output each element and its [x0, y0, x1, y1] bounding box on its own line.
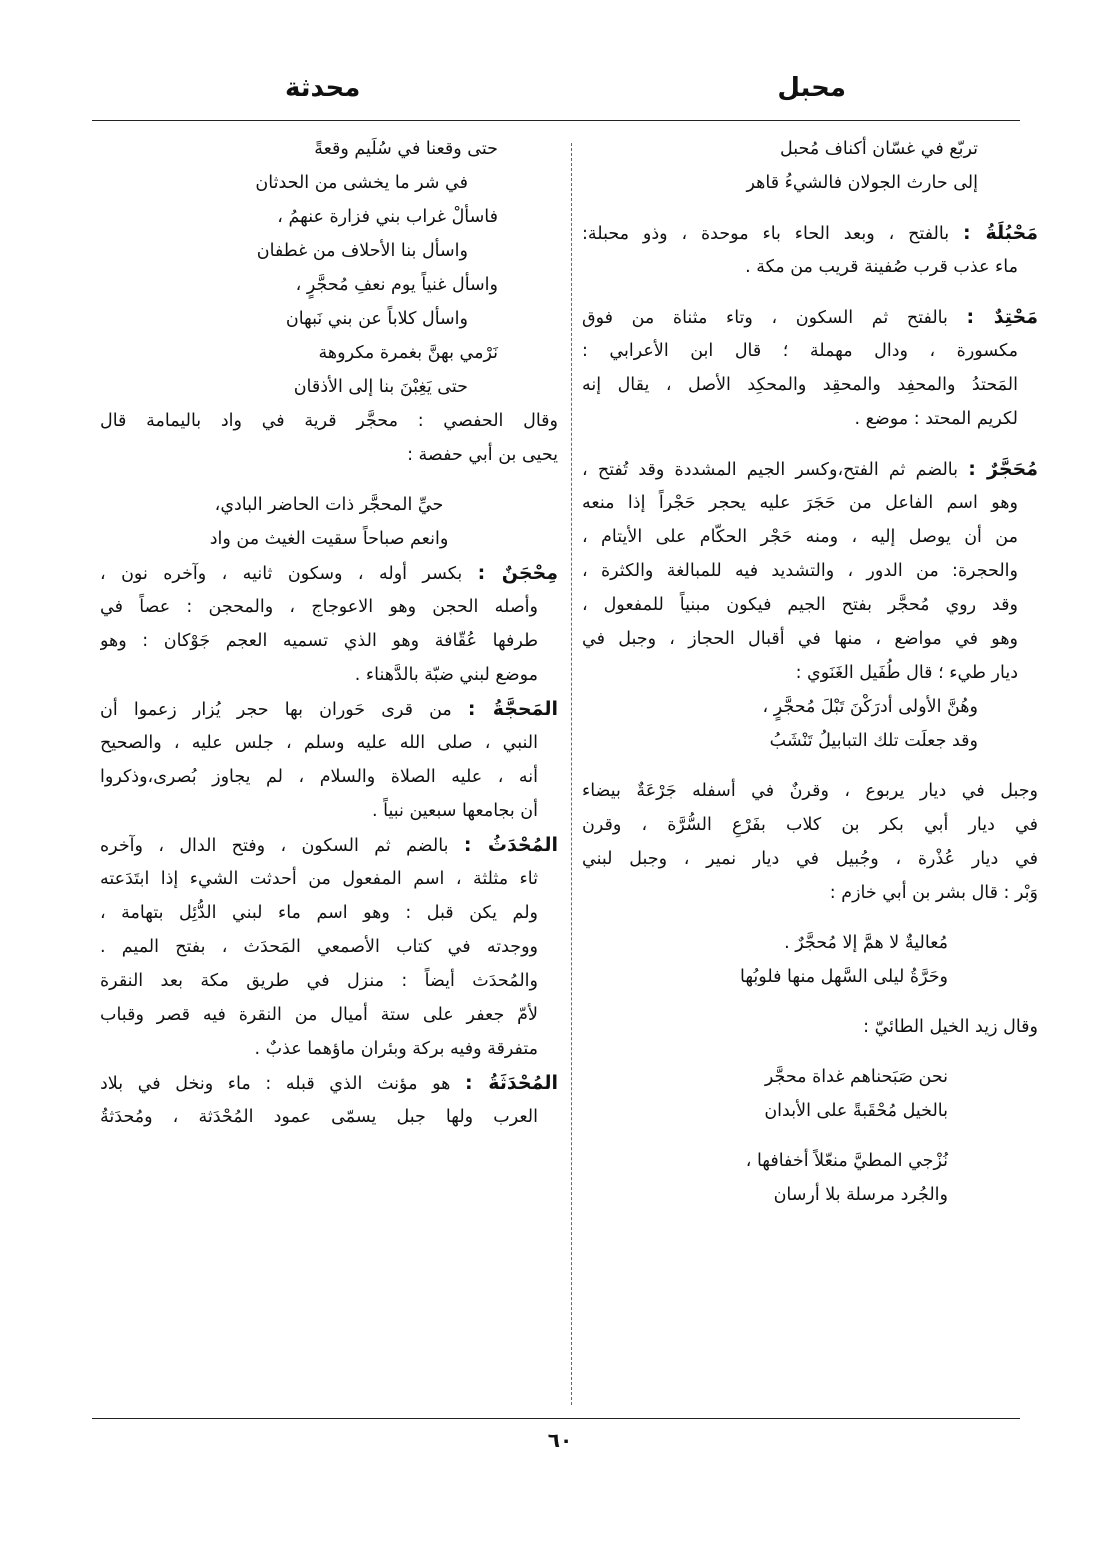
verse-line: تربّع في غسّان أكناف مُحبل: [779, 139, 978, 159]
verse-line: نحن صَبَحناهم غداة محجَّر: [764, 1067, 948, 1087]
paragraph-line: وَبْر : قال بشر بن أبي خازم :: [829, 883, 1038, 903]
verse-line: حتى يَغِبْنَ بنا إلى الأذقان: [293, 377, 468, 397]
verse-line: حيِّ المحجَّر ذات الحاضر البادي،: [214, 495, 444, 515]
paragraph-line: وجبل في ديار يربوع ، وقرنٌ في أسفله جَرْعَةٌ بيضاء: [582, 781, 1038, 801]
entry-headword: المُحْدَثَةُ :: [465, 1072, 558, 1094]
entry-line: وهو في مواضع ، منها في أقبال الحجاز ، وجبل في: [582, 629, 1018, 649]
entry-first-line: مُحَجَّرٌ : بالضم ثم الفتح،وكسر الجيم المشددة وقد تُفتح ،: [582, 458, 1038, 480]
verse-line: وقد جعلَت تلك التبابيلُ تَنْشَبُ: [769, 731, 978, 751]
entry-line: لأمّ جعفر على ستة أميال من النقرة فيه قصر وقباب: [100, 1005, 538, 1025]
header-rule: [92, 120, 1020, 121]
paragraph-line: وقال الحفصي : محجَّر قرية في واد باليمامة قال: [100, 411, 558, 431]
verse-line: حتى وقعنا في سُلَيم وقعةً: [314, 139, 498, 159]
entry-line: طرفها عُقّافة وهو الذي تسميه العجم جَوْكان : وهو: [100, 631, 538, 651]
entry-line: ثاء مثلثة ، اسم المفعول من أحدثت الشيء إذا ابتَدَعته: [100, 869, 538, 889]
entry-first-line: مَحْبُلَةُ : بالفتح ، وبعد الحاء باء موحدة ، وذو محبلة:: [582, 222, 1038, 244]
verse-line: مُعاليةٌ لا همَّ إلا مُحجَّرٌ .: [784, 933, 948, 953]
verse-line: إلى حارث الجولان فالشيءُ قاهر: [746, 173, 978, 193]
paragraph-line: في ديار أبي بكر بن كلاب بفَرْعِ السُّرَّة ، وقرن: [582, 815, 1038, 835]
entry-line: موضع لبني ضبّة بالدَّهناء .: [354, 665, 538, 685]
entry-line: مكسورة ، ودال مهملة ؛ قال ابن الأعرابي :: [582, 341, 1018, 361]
entry-first-line: مَحْتِدٌ : بالفتح ثم السكون ، وتاء مثناة من فوق: [582, 306, 1038, 328]
entry-line: النبي ، صلى الله عليه وسلم ، جلس عليه ، والصحيح: [100, 733, 538, 753]
entry-line: والحجرة: من الدور ، والتشديد فيه للمبالغة والكثرة ،: [582, 561, 1018, 581]
verse-line: بالخيل مُحْقَبةً على الأبدان: [764, 1101, 948, 1121]
entry-line: وهو اسم الفاعل من حَجَرَ عليه يحجر حَجْراً إذا منعه: [582, 493, 1018, 513]
entry-line: ولم يكن قبل : وهو اسم ماء لبني الدُّئِل بتهامة ،: [100, 903, 538, 923]
entry-line: ووجدته في كتاب الأصمعي المَحدَث ، بفتح الميم .: [100, 937, 538, 957]
footer-rule: [92, 1418, 1020, 1419]
entry-line: العرب ولها جبل يسمّى عمود المُحْدَثة ، ومُحدَثةُ: [100, 1107, 538, 1127]
verse-line: نُزْجي المطيَّ منعّلاً أخفافها ،: [745, 1151, 948, 1171]
paragraph-line: يحيى بن أبي حفصة :: [407, 445, 558, 465]
column-divider: [571, 143, 572, 1405]
verse-line: واسأل كلاباً عن بني نَبهان: [285, 309, 468, 329]
entry-line: متفرقة وفيه بركة وبئران ماؤهما عذبٌ .: [254, 1039, 538, 1059]
entry-headword: المُحْدَثُ :: [463, 834, 558, 856]
entry-headword: المَحجَّةُ :: [467, 698, 558, 720]
entry-headword: مَحْتِدٌ :: [966, 306, 1038, 328]
entry-line: وقد روي مُحجَّر بفتح الجيم فيكون مبنياً للمفعول ،: [582, 595, 1018, 615]
verse-line: فاسألْ غراب بني فزارة عنهمُ ،: [277, 207, 498, 227]
entry-line: ديار طيء ؛ قال طُفَيل الغَنَوي :: [795, 663, 1018, 683]
verse-line: وانعم صباحاً سقيت الغيث من واد: [209, 529, 449, 549]
entry-headword: مِحْجَنٌ :: [477, 562, 558, 584]
entry-first-line: المَحجَّةُ : من قرى حَوران بها حجر يُزار زعموا أن: [100, 698, 558, 720]
paragraph-line: وقال زيد الخيل الطائيّ :: [863, 1017, 1038, 1037]
running-head-right: محبل: [777, 73, 846, 103]
entry-headword: مَحْبُلَةُ :: [962, 222, 1038, 244]
entry-first-line: المُحْدَثَةُ : هو مؤنث الذي قبله : ماء ونخل في بلاد: [100, 1072, 558, 1094]
entry-first-line: مِحْجَنٌ : بكسر أوله ، وسكون ثانيه ، وآخره نون ،: [100, 562, 558, 584]
left-column: [100, 132, 558, 1134]
verse-line: في شر ما يخشى من الحدثان: [255, 173, 468, 193]
entry-headword: مُحَجَّرٌ :: [968, 458, 1038, 480]
verse-line: نَرْمي بهنَّ بغمرة مكروهة: [318, 343, 498, 363]
entry-line: المَحتدُ والمحفِد والمحقِد والمحكِد الأصل ، يقال إنه: [582, 375, 1018, 395]
verse-line: واسأل غنياً يوم نعفِ مُحجَّرٍ ،: [295, 275, 498, 295]
running-head-left: محدثة: [285, 73, 361, 103]
entry-line: أنه ، عليه الصلاة والسلام ، لم يجاوز بُصرى،وذكروا: [100, 767, 538, 787]
verse-line: واسأل بنا الأحلاف من غطفان: [256, 241, 468, 261]
entry-line: أن بجامعها سبعين نبياً .: [372, 801, 538, 821]
entry-line: والمُحدَث أيضاً : منزل في طريق مكة بعد النقرة: [100, 971, 538, 991]
entry-line: ماء عذب قرب صُفينة قريب من مكة .: [745, 257, 1018, 277]
verse-line: والجُرد مرسلة بلا أرسان: [773, 1185, 948, 1205]
entry-line: من أن يوصل إليه ، ومنه حَجْر الحكّام على الأيتام ،: [582, 527, 1018, 547]
page-number: ٦٠: [547, 1428, 573, 1452]
paragraph-line: في ديار عُذْرة ، وجُبيل في ديار نمير ، وجبل لبني: [582, 849, 1038, 869]
entry-line: لكريم المحتد : موضع .: [854, 409, 1018, 429]
right-column: [582, 132, 1038, 1212]
entry-line: وأصله الحجن وهو الاعوجاج ، والمحجن : عصاً في: [100, 597, 538, 617]
entry-first-line: المُحْدَثُ : بالضم ثم السكون ، وفتح الدال ، وآخره: [100, 834, 558, 856]
verse-line: وهُنَّ الأولى أدرَكْنَ تَبْلَ مُحجَّرٍ ،: [762, 697, 978, 717]
verse-line: وحَرَّةُ ليلى السَّهل منها فلوبُها: [740, 967, 948, 987]
